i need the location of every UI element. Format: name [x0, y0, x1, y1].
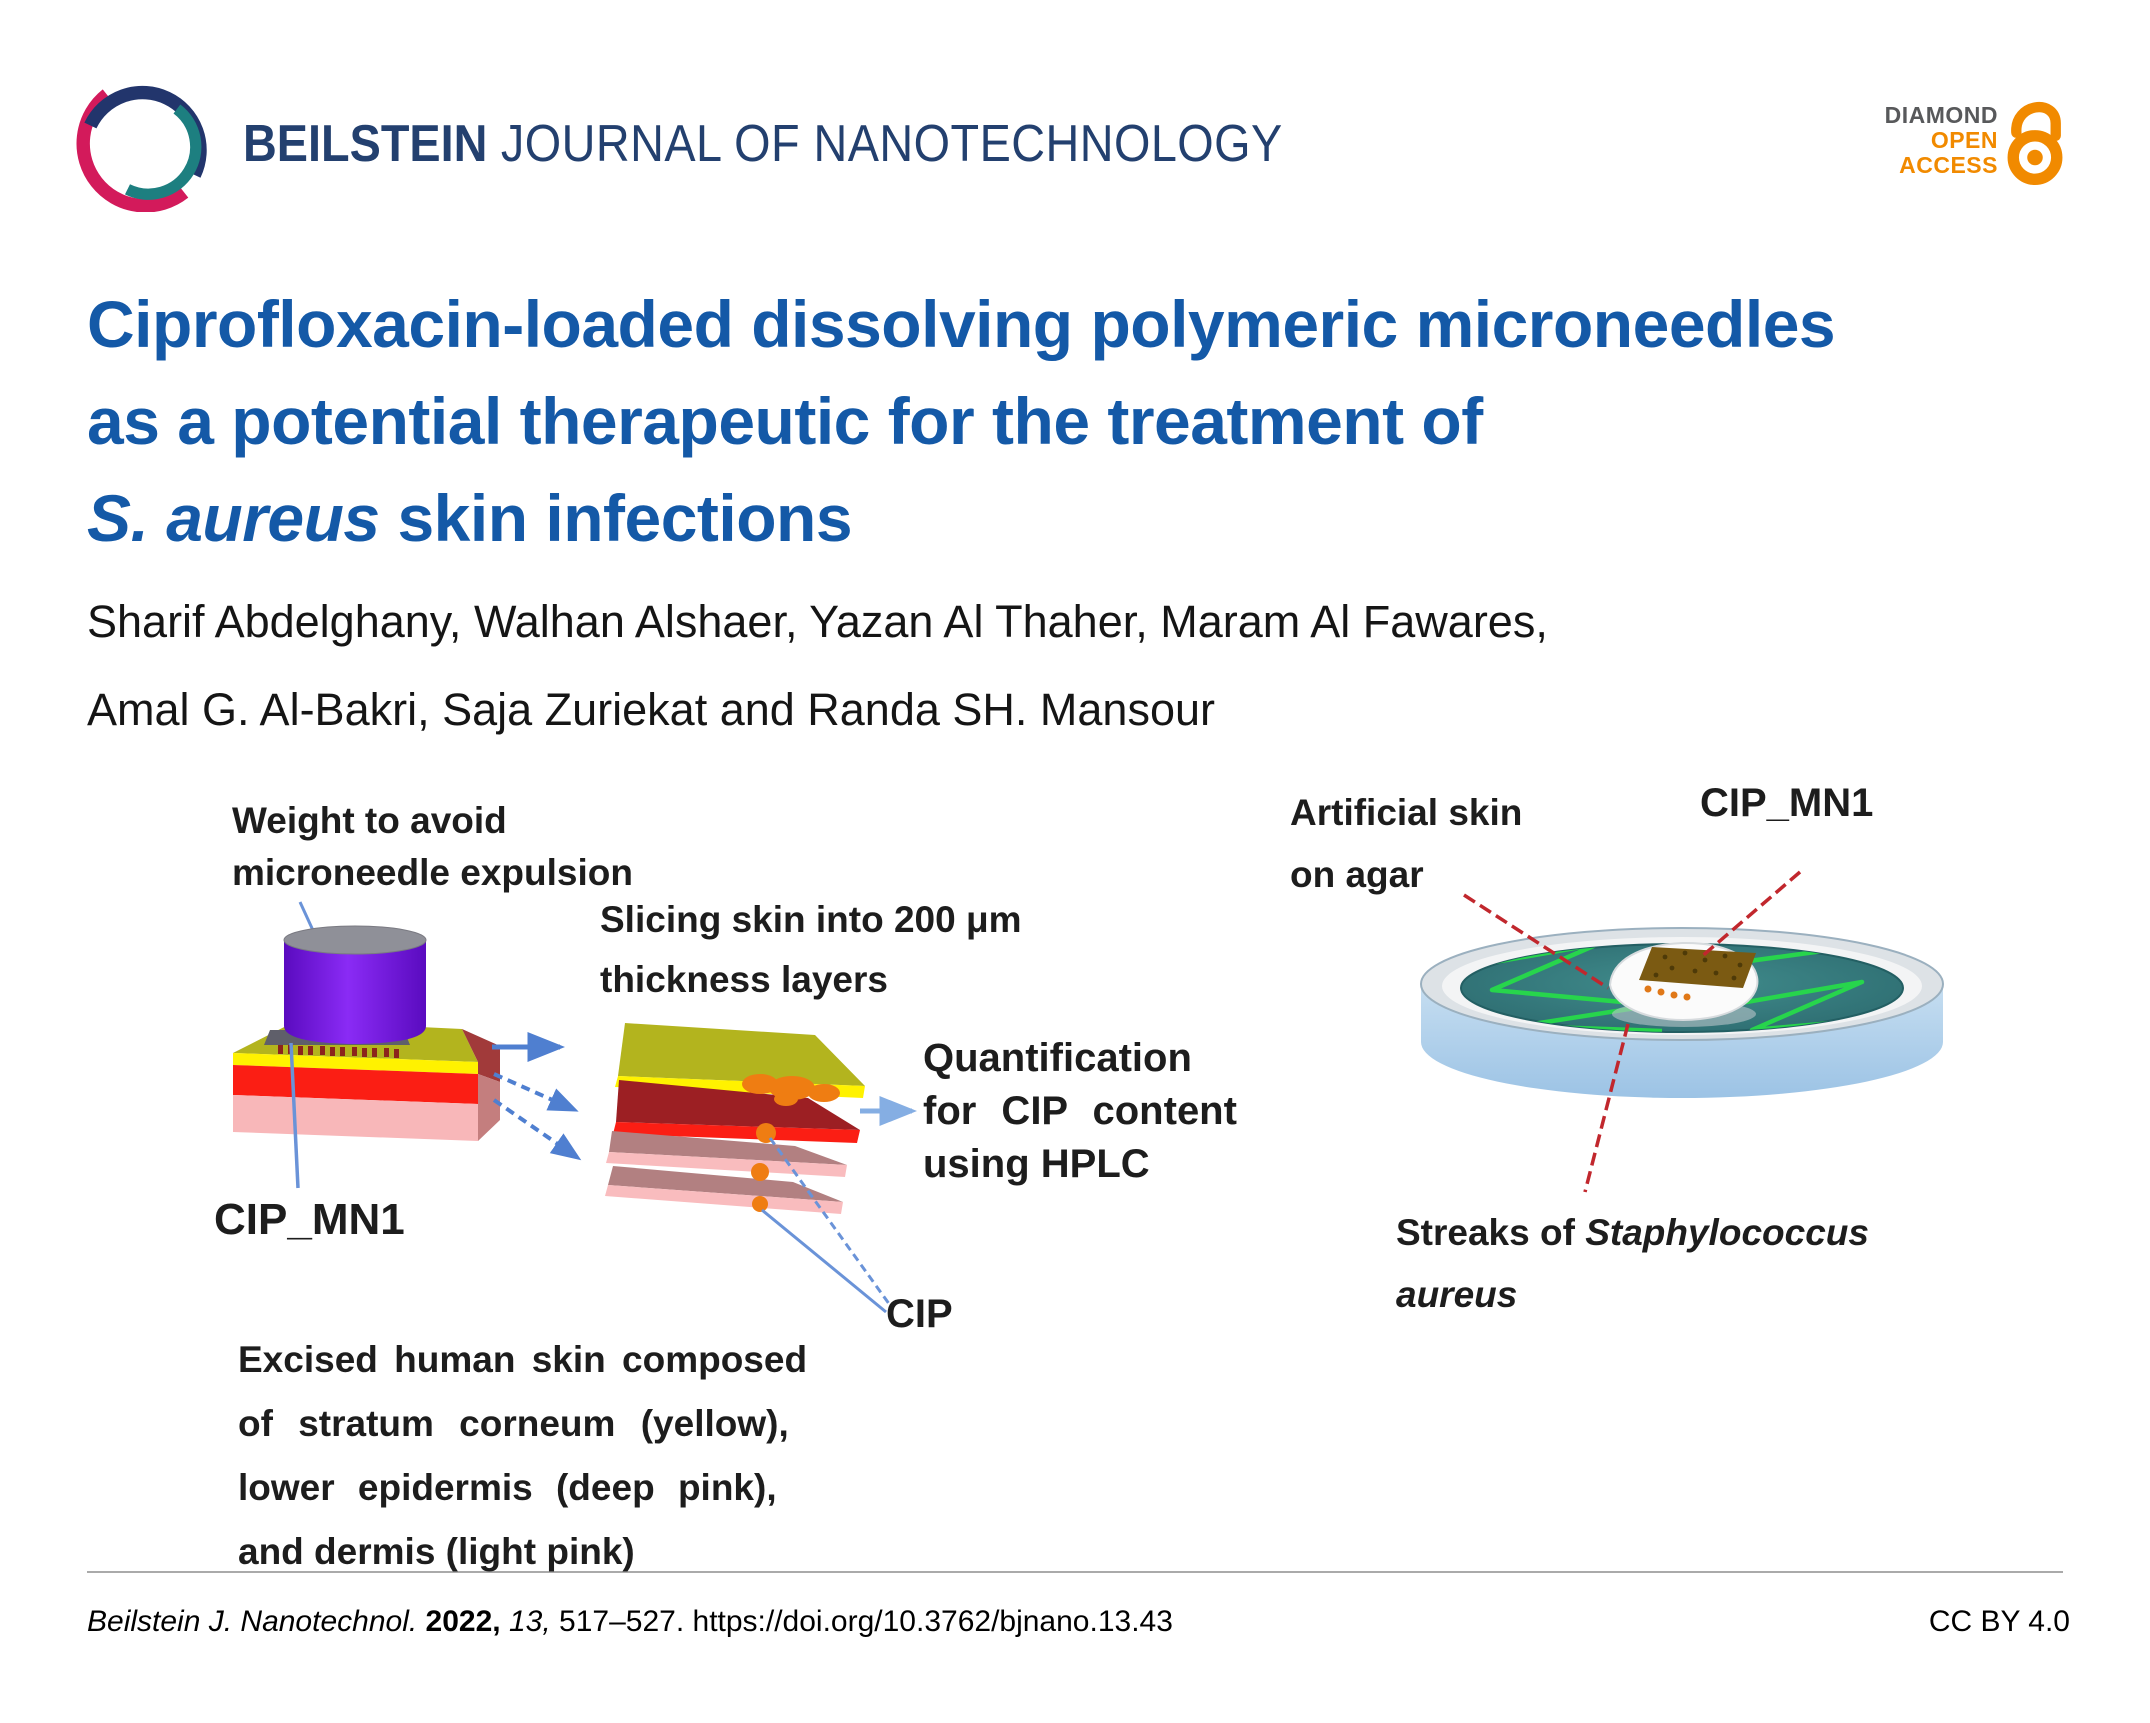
citation-journal: Beilstein J. Nanotechnol. — [87, 1605, 418, 1638]
access-label: ACCESS — [1899, 152, 1998, 178]
quantification-line-3: using HPLC — [923, 1142, 1150, 1186]
artificial-skin-line-1: Artificial skin — [1290, 792, 1523, 833]
title-species-italic: S. aureus — [87, 481, 380, 555]
excised-line-2: of stratum corneum (yellow), — [238, 1403, 789, 1444]
journal-name-bold: BEILSTEIN — [243, 115, 488, 173]
excised-skin-caption — [238, 1328, 807, 1584]
skin-slices-diagram — [605, 1023, 912, 1312]
slicing-label-line-1: Slicing skin into 200 μm — [600, 899, 1022, 940]
citation-pages: 517–527. — [559, 1605, 685, 1638]
petri-dish-diagram — [1421, 872, 1943, 1192]
streaks-species-2: aureus — [1396, 1274, 1518, 1315]
title-line-3-rest: skin infections — [379, 481, 853, 555]
cip-mn1-right-label: CIP_MN1 — [1700, 781, 1874, 825]
weight-label — [232, 795, 633, 899]
slicing-label — [600, 890, 1022, 1010]
excised-line-3: lower epidermis (deep pink), — [238, 1467, 777, 1508]
microneedle-diagram — [233, 902, 578, 1188]
excised-line-4: and dermis (light pink) — [238, 1531, 635, 1572]
weight-label-line-1: Weight to avoid — [232, 800, 507, 841]
excised-line-1: Excised human skin composed — [238, 1339, 808, 1380]
citation-volume: 13, — [508, 1605, 551, 1638]
quantification-line-2: for CIP content — [923, 1089, 1237, 1133]
license-label: CC BY 4.0 — [1928, 1605, 2070, 1638]
title-line-2: as a potential therapeutic for the treatment of — [87, 384, 1483, 458]
diamond-label: DIAMOND — [1884, 102, 1998, 128]
journal-name-rest: JOURNAL OF NANOTECHNOLOGY — [487, 115, 1283, 173]
authors-line-2: Amal G. Al-Bakri, Saja Zuriekat and Randa SH. Mansour — [87, 684, 1215, 735]
streaks-regular: Streaks of — [1396, 1212, 1575, 1253]
doi-link[interactable]: https://doi.org/10.3762/bjnano.13.43 — [692, 1605, 1173, 1638]
streaks-label — [1396, 1202, 1869, 1326]
quantification-line-1: Quantification — [923, 1036, 1192, 1080]
cip-mn1-left-label: CIP_MN1 — [214, 1195, 405, 1244]
streaks-species-1: Staphylococcus — [1585, 1212, 1869, 1253]
artificial-skin-line-2: on agar — [1290, 854, 1424, 895]
open-label: OPEN — [1930, 127, 1998, 153]
artificial-skin-label — [1290, 782, 1522, 906]
authors-line-1: Sharif Abdelghany, Walhan Alshaer, Yazan Al Thaher, Maram Al Fawares, — [87, 596, 1548, 647]
cip-label: CIP — [886, 1292, 953, 1336]
slicing-label-line-2: thickness layers — [600, 959, 888, 1000]
title-line-1: Ciprofloxacin-loaded dissolving polymeric microneedles — [87, 287, 1836, 361]
citation-year: 2022, — [425, 1605, 501, 1638]
quantification-label — [923, 1032, 1237, 1191]
weight-label-line-2: microneedle expulsion — [232, 852, 633, 893]
